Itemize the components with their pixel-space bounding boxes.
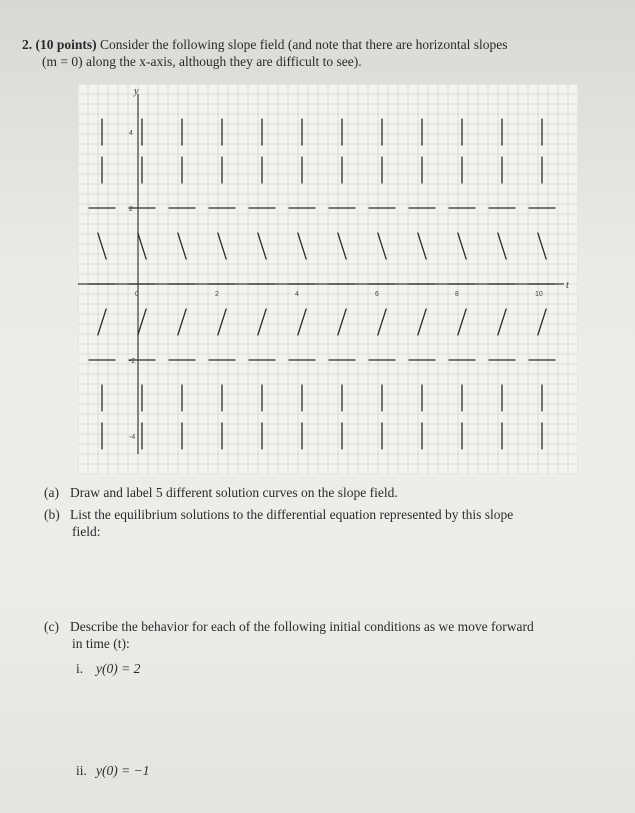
part-c-label: (c) [44,619,59,634]
part-c-text-line2: in time (t): [72,636,130,651]
y-tick-label: 4 [129,130,133,137]
part-a-label: (a) [44,485,59,500]
question-points: (10 points) [35,37,97,52]
question-number: 2. [22,37,33,52]
part-b [44,506,624,540]
part-c-text-line1: Describe the behavior for each of the following initial conditions as we move forward [70,619,534,634]
part-b-label: (b) [44,507,60,522]
y-tick-label: -2 [129,358,136,365]
y-tick-label: 2 [129,206,133,213]
part-b-text-line2: field: [72,524,101,539]
plot-grid [78,84,578,474]
y-tick-label: -4 [129,434,136,441]
part-c-ii-label: ii. [76,763,87,778]
t-tick-label: 8 [455,291,459,298]
slope-field-plot [78,84,578,474]
t-tick-label: 2 [215,291,219,298]
part-c-ii-text: y(0) = −1 [96,763,150,778]
question-intro-line2: (m = 0) along the x-axis, although they are difficult to see). [42,54,362,69]
part-a [44,484,624,501]
t-tick-label: 10 [535,291,543,298]
t-tick-label: 4 [295,291,299,298]
part-c-ii [76,762,149,779]
t-tick-label: 6 [375,291,379,298]
part-c [44,618,624,652]
part-b-text-line1: List the equilibrium solutions to the differential equation represented by this slope [70,507,514,522]
part-c-i-text: y(0) = 2 [96,661,141,676]
t-axis-label: t [566,280,569,291]
question-header [22,36,622,70]
t-tick-label: 0 [135,291,139,298]
y-axis-label: y [134,86,139,97]
part-c-i-label: i. [76,661,84,676]
part-c-i [76,660,140,677]
question-intro-line1: Consider the following slope field (and note that there are horizontal slopes [100,37,508,52]
part-a-text: Draw and label 5 different solution curves on the slope field. [70,485,398,500]
